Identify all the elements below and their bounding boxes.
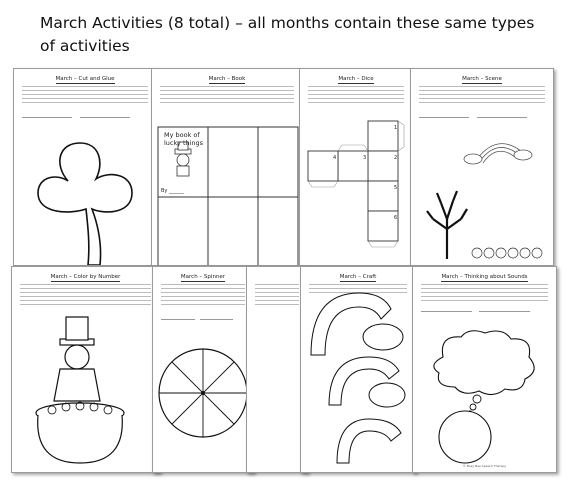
instruction-lines <box>255 284 299 308</box>
heading-line-1: March Activities (8 total) – all months contain these same types <box>40 14 535 32</box>
dice-face-1: 1 <box>394 125 398 131</box>
page-craft <box>300 266 416 473</box>
name-fields <box>22 113 148 119</box>
page-title: March – Book <box>208 76 246 82</box>
page-title: March – Dice <box>338 76 374 82</box>
flowers <box>472 248 542 258</box>
book-cover-line-2: lucky things <box>164 139 204 147</box>
spinner-center <box>201 391 205 395</box>
cloud <box>514 150 532 160</box>
by-label: By <box>161 188 168 194</box>
dice-face-5: 5 <box>394 185 398 191</box>
spinner-wheel <box>157 347 249 439</box>
page-title: March – Color by Number <box>50 274 121 280</box>
page-book <box>151 68 303 266</box>
footer-credit: © Busy Bee Speech Therapy <box>462 464 507 468</box>
page-title: March – Spinner <box>180 274 226 280</box>
leprechaun-figure <box>175 142 191 176</box>
dice-face-4: 4 <box>333 155 337 161</box>
page-color-by-number <box>11 266 160 473</box>
page-dice <box>299 68 413 266</box>
name-fields <box>421 307 548 313</box>
page-title: March – Thinking about Sounds <box>441 274 528 280</box>
dice-face-6: 6 <box>394 215 398 221</box>
page-partially-hidden <box>246 266 308 473</box>
instruction-lines <box>419 86 545 106</box>
page-title: March – Scene <box>462 76 502 82</box>
book-grid <box>158 127 298 266</box>
instruction-lines <box>20 284 151 308</box>
book-by-label: By ______ <box>161 188 184 194</box>
dice-face-3: 3 <box>363 155 367 161</box>
instruction-lines <box>421 284 548 304</box>
book-cover-line-1: My book of <box>164 131 200 139</box>
page-scene <box>410 68 554 266</box>
answer-oval <box>439 411 491 463</box>
dice-face-2: 2 <box>394 155 398 161</box>
name-fields <box>161 315 245 321</box>
cloud <box>464 154 482 164</box>
heading-line-2: of activities <box>40 37 130 55</box>
name-fields <box>419 113 545 119</box>
rainbow-cutouts <box>307 287 411 467</box>
spring-scene <box>417 129 547 264</box>
tree <box>427 191 467 259</box>
thought-bubble <box>423 327 547 465</box>
instruction-lines <box>160 86 294 106</box>
heading <box>40 12 570 58</box>
instruction-lines <box>161 284 245 308</box>
dice-net <box>308 121 408 261</box>
page-cut-and-glue <box>13 68 157 266</box>
page-spinner <box>152 266 254 473</box>
page-title: March – Craft <box>339 274 377 280</box>
shamrock-outline <box>28 135 148 265</box>
instruction-lines <box>22 86 148 106</box>
page-title: March – Cut and Glue <box>55 76 115 82</box>
page-thinking-about-sounds <box>412 266 557 473</box>
instruction-lines <box>308 86 404 106</box>
leprechaun-pot-of-gold <box>30 317 140 467</box>
